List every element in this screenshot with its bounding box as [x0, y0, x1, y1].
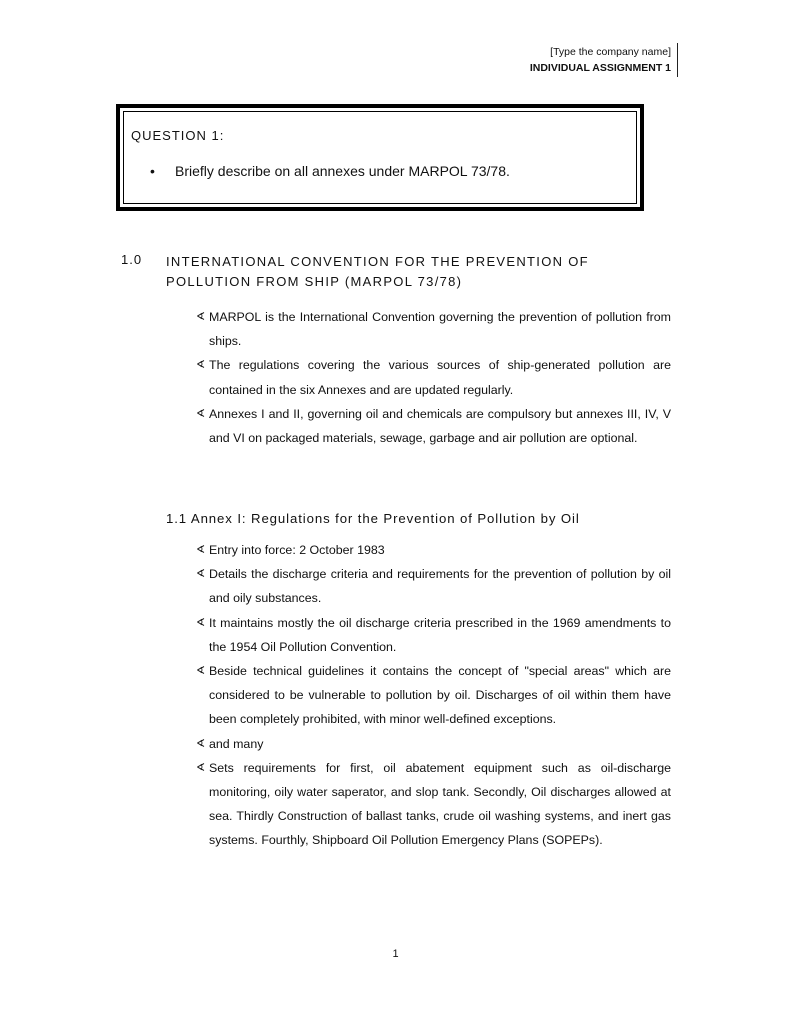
- arrow-bullet-icon: ∢: [196, 616, 206, 629]
- question-text: Briefly describe on all annexes under MARPOL 73/78.: [175, 163, 510, 179]
- section-title: INTERNATIONAL CONVENTION FOR THE PREVENTION OF POLLUTION FROM SHIP (MARPOL 73/78): [166, 254, 589, 289]
- question-box: [116, 104, 644, 211]
- list-item: ∢ Entry into force: 2 October 1983: [196, 538, 671, 562]
- list-item: ∢ Beside technical guidelines it contains the concept of "special areas" which are considered to be vulnerable to pollution by oil. Discharges of oil within them have been completely prohibited, with minor well-defined exceptions.: [196, 659, 671, 732]
- page-header: [530, 44, 671, 76]
- section-bullet-list: [196, 305, 671, 450]
- arrow-bullet-icon: ∢: [196, 311, 206, 323]
- bullet-dot-icon: •: [150, 163, 155, 179]
- arrow-bullet-icon: ∢: [196, 407, 206, 420]
- list-item: ∢ Details the discharge criteria and requirements for the prevention of pollution by oil and oily substances.: [196, 562, 671, 610]
- header-divider: [677, 43, 678, 77]
- assignment-title: INDIVIDUAL ASSIGNMENT 1: [529, 62, 671, 74]
- page-number: 1: [392, 948, 399, 960]
- arrow-bullet-icon: ∢: [196, 544, 206, 556]
- company-name: [Type the company name]: [550, 46, 671, 58]
- list-item: ∢ MARPOL is the International Convention governing the prevention of pollution from ships.: [196, 305, 671, 353]
- arrow-bullet-icon: ∢: [196, 665, 206, 678]
- annex1-bullet-list: [196, 538, 671, 853]
- list-item: ∢ and many: [196, 732, 671, 756]
- question-box-inner-border: [123, 111, 637, 204]
- arrow-bullet-icon: ∢: [196, 761, 206, 774]
- list-item: ∢ Annexes I and II, governing oil and chemicals are compulsory but annexes III, IV, V and VI on packaged materials, sewage, garbage and air pollution are optional.: [196, 402, 671, 450]
- list-item: ∢ The regulations covering the various sources of ship-generated pollution are contained in the six Annexes and are updated regularly.: [196, 353, 671, 401]
- list-item: ∢ It maintains mostly the oil discharge criteria prescribed in the 1969 amendments to the 1954 Oil Pollution Convention.: [196, 611, 671, 659]
- question-title: QUESTION 1:: [131, 128, 225, 143]
- arrow-bullet-icon: ∢: [196, 359, 206, 372]
- arrow-bullet-icon: ∢: [196, 737, 206, 750]
- arrow-bullet-icon: ∢: [196, 568, 206, 581]
- list-item: ∢ Sets requirements for first, oil abatement equipment such as oil-discharge monitoring, oily water saperator, and slop tank. Secondly, Oil discharges allowed at sea. Thirdly Construction of ballast tanks, crude oil washing systems, and inert gas systems. Fourthly, Shipboard Oil Pollution Emergency Plans (SOPEPs).: [196, 756, 671, 853]
- section-number: 1.0: [121, 252, 143, 267]
- annex1-title: 1.1 Annex I: Regulations for the Prevention of Pollution by Oil: [166, 511, 580, 526]
